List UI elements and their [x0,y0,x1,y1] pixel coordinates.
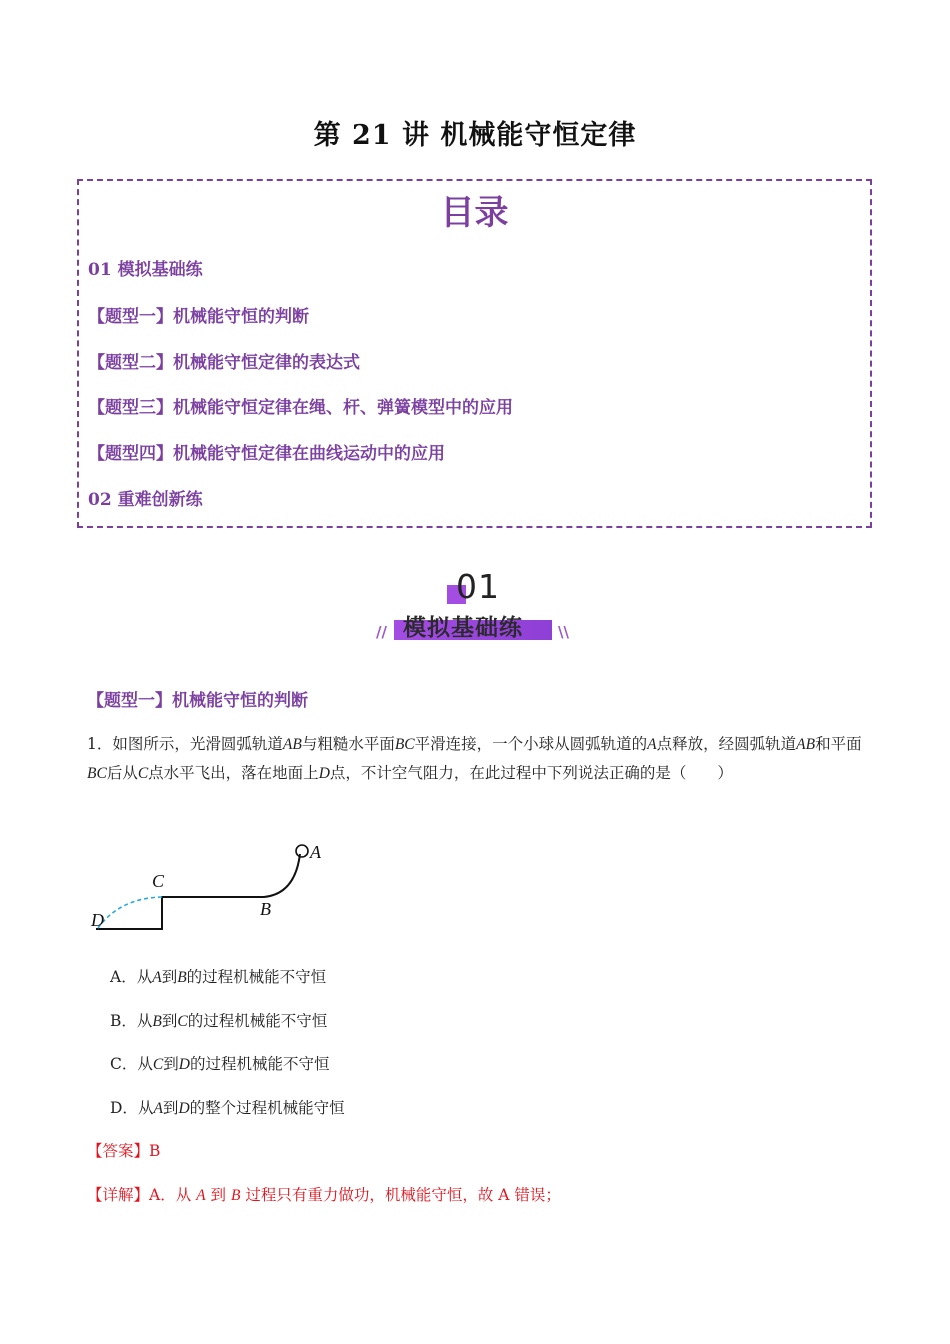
section-banner [370,565,580,650]
label-d: D [91,910,104,930]
question-var: C [137,765,149,782]
option-key: D． [110,1099,138,1117]
toc-item-basic-practice[interactable]: 01 模拟基础练 [88,260,203,280]
option-key: B． [110,1012,137,1030]
toc-item-type-4[interactable]: 【题型四】机械能守恒定律在曲线运动中的应用 [88,444,445,464]
toc-item-type-2[interactable]: 【题型二】机械能守恒定律的表达式 [88,353,360,373]
option-var: A [152,969,162,986]
question-var: AB [796,736,816,753]
answer-label: 【答案】 [87,1142,150,1160]
question-number: 1． [87,735,113,753]
explanation-var: B [230,1187,241,1204]
toc-heading: 目录 [440,193,509,233]
option-b[interactable] [110,1009,327,1031]
option-a[interactable] [110,965,326,987]
explanation-var: A [196,1187,206,1204]
option-text: 从 [136,968,153,986]
question-1 [87,730,862,788]
option-text: 到 [162,1099,179,1117]
question-var: A [647,736,657,753]
page-title: 第 21 讲 机械能守恒定律 [313,120,637,151]
option-var: D [178,1056,190,1073]
option-c[interactable] [110,1052,329,1074]
option-text: 的过程机械能不守恒 [187,1012,328,1030]
option-text: 从 [137,1099,154,1117]
question-text: 点水平飞出，落在地面上 [148,764,319,782]
banner-number: 01 [456,567,500,606]
explanation-text: 过程只有重力做功，机械能守恒，故 A 错误； [240,1186,561,1204]
option-var: C [152,1056,164,1073]
banner-right-decoration: \\ [558,623,569,641]
option-text: 到 [163,1055,179,1073]
explanation-label: 【详解】 [87,1186,150,1204]
question-var: BC [87,765,107,782]
banner-left-decoration: // [376,623,387,641]
question-text: 后从 [106,764,138,782]
option-key: A． [110,968,137,986]
option-var: A [153,1100,163,1117]
question-text: 如图所示，光滑圆弧轨道 [112,735,283,753]
answer-value: B [149,1142,161,1160]
question-var: AB [282,736,302,753]
table-of-contents [77,179,872,528]
option-var: C [177,1013,188,1030]
toc-item-type-1[interactable]: 【题型一】机械能守恒的判断 [88,307,309,327]
ball [296,845,308,857]
section-heading: 【题型一】机械能守恒的判断 [87,691,308,711]
question-text: 平滑连接，一个小球从圆弧轨道的 [414,735,648,753]
option-var: B [177,969,187,986]
option-text: 的过程机械能不守恒 [186,968,327,986]
option-text: 的整个过程机械能守恒 [189,1099,345,1117]
label-c: C [152,871,165,891]
explanation [87,1183,561,1205]
toc-item-type-3[interactable]: 【题型三】机械能守恒定律在绳、杆、弹簧模型中的应用 [88,398,513,418]
question-var: D [318,765,330,782]
question-text: 点，不计空气阻力，在此过程中下列说法正确的是（ ） [329,764,733,782]
option-text: 到 [161,1012,178,1030]
toc-item-advanced-practice[interactable]: 02 重难创新练 [88,490,203,510]
label-a: A [310,842,321,862]
option-text: 从 [136,1012,153,1030]
option-key: C． [110,1055,138,1073]
label-b: B [260,899,271,919]
option-d[interactable] [110,1096,345,1118]
explanation-text: 到 [205,1186,231,1204]
option-text: 到 [161,968,178,986]
option-var: D [178,1100,190,1117]
explanation-text: A．从 [149,1186,197,1204]
question-var: BC [394,736,415,753]
question-text: 和平面 [815,735,862,753]
question-text: 点释放，经圆弧轨道 [656,735,797,753]
option-var: B [152,1013,162,1030]
option-text: 从 [137,1055,153,1073]
projectile-trajectory [98,897,162,928]
banner-label: 模拟基础练 [403,615,523,641]
track-diagram [88,840,338,940]
option-text: 的过程机械能不守恒 [189,1055,330,1073]
answer [87,1139,160,1161]
question-text: 与粗糙水平面 [301,735,395,753]
